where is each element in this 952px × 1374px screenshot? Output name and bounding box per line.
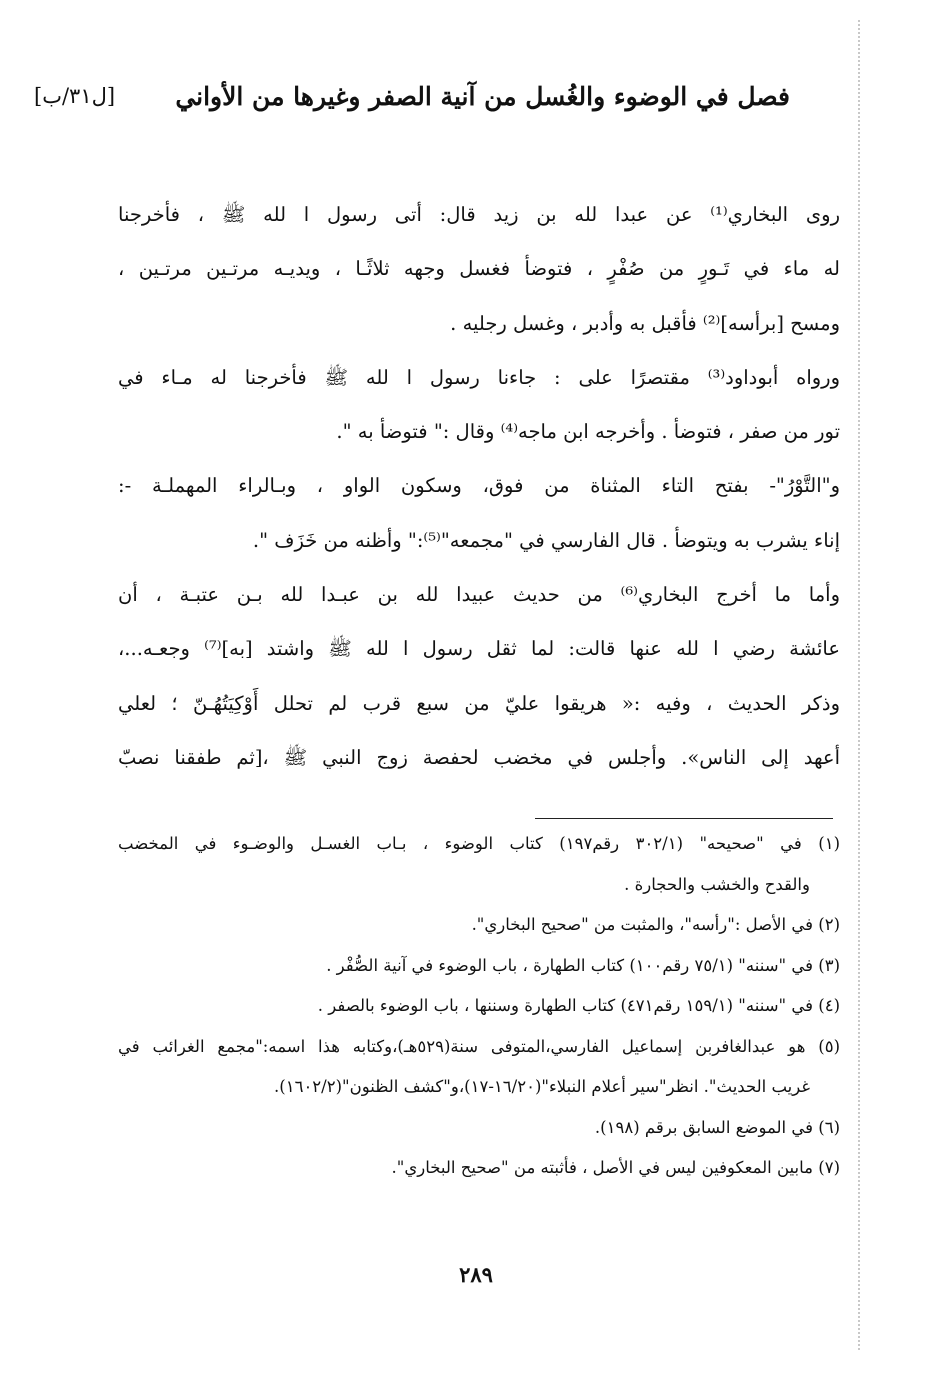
footnote-line: (٧) مابين المعكوفين ليس في الأصل ، فأثبته من "صحيح البخاري". [391,1158,840,1177]
page-number: ٢٨٩ [459,1262,493,1287]
footnote-line: غريب الحديث". انظر"سير أعلام النبلاء"(١٦/٢٠-١٧)،و"كشف الظنون"(١٦٠٢/٢). [274,1077,810,1096]
manuscript-folio-reference: [ل٣١/ب] [34,84,116,108]
text-line: ومسح [برأسه]⁽²⁾ فأقبل به وأدبر ، وغسل رجليه . [450,311,840,335]
text-line: إناء يشرب به ويتوضأ . قال الفارسي في "مجمعه"⁽⁵⁾:" وأظنه من خَزَف ". [252,528,840,552]
footnote-line: والقدح والخشب والحجارة . [624,874,810,894]
scan-edge-dots [858,20,860,1350]
footnote-line: (١) في "صحيحه" (٣٠٢/١ رقم١٩٧) كتاب الوضوء ، بـاب الغسـل والوضـوء في المخضب [118,834,840,853]
footnote-line: (٢) في الأصل :"رأسه"، والمثبت من "صحيح البخاري". [471,915,840,934]
text-line: وذكر الحديث ، وفيه :« هريقوا عليّ من سبع قرب لم تحلل أَوْكِيَتُهُـنّ ؛ لعلي [118,691,840,715]
main-text [118,188,840,785]
text-line: تور من صفر ، فتوضأ . وأخرجه ابن ماجه⁽⁴⁾ وقال :" فتوضأ به ". [336,420,840,444]
text-line: عائشة رضي ا لله عنها قالت: لما ثقل رسول ا لله ﷺ واشتد [به]⁽⁷⁾ وجعـه...، [118,637,840,661]
footnote-line: (٦) في الموضع السابق برقم (١٩٨). [594,1117,840,1137]
text-line: وأما ما أخرج البخاري⁽⁶⁾ من حديث عبيدا لله بن عبـدا لله بـن عتبـة ، أن [118,583,840,607]
text-line: أعهد إلى الناس». وأجلس في مخضب لحفصة زوج النبي ﷺ ،[ثم طفقنا نصبّ [118,745,840,769]
footnote-line: (٣) في "سننه" (٧٥/١ رقم١٠٠) كتاب الطهارة ، باب الوضوء في آنية الصُّفْر . [326,955,840,975]
footnote-separator [535,818,833,819]
text-line: ورواه أبوداود⁽³⁾ مقتصرًا على : جاءنا رسول ا لله ﷺ فأخرجنا له مـاء في [118,365,840,389]
footnote-line: (٥) هو عبدالغافربن إسماعيل الفارسي،المتوفى سنة(٥٢٩هـ)،وكتابه هذا اسمه:"مجمع الغرائب في [118,1036,840,1056]
text-line: و"التَّوْرُ"- بفتح التاء المثناة من فوق، وسكون الواو ، وبـالراء المهملـة -: [118,474,840,498]
section-heading: فصل في الوضوء والغُسل من آنية الصفر وغيرها من الأواني [175,82,790,111]
footnote-line: (٤) في "سننه" (١٥٩/١ رقم٤٧١) كتاب الطهارة وسننها ، باب الوضوء بالصفر . [317,996,840,1015]
footnotes [118,824,840,1189]
text-line: له ماء في تَـورٍ من صُفْرٍ ، فتوضأ فغسل وجهه ثلاثًـا ، ويديـه مرتـين مرتـين ، [118,257,840,281]
text-line: روى البخاري⁽¹⁾ عن عبدا لله بن زيد قال: أتى رسول ا لله ﷺ ، فأخرجنا [118,203,840,226]
